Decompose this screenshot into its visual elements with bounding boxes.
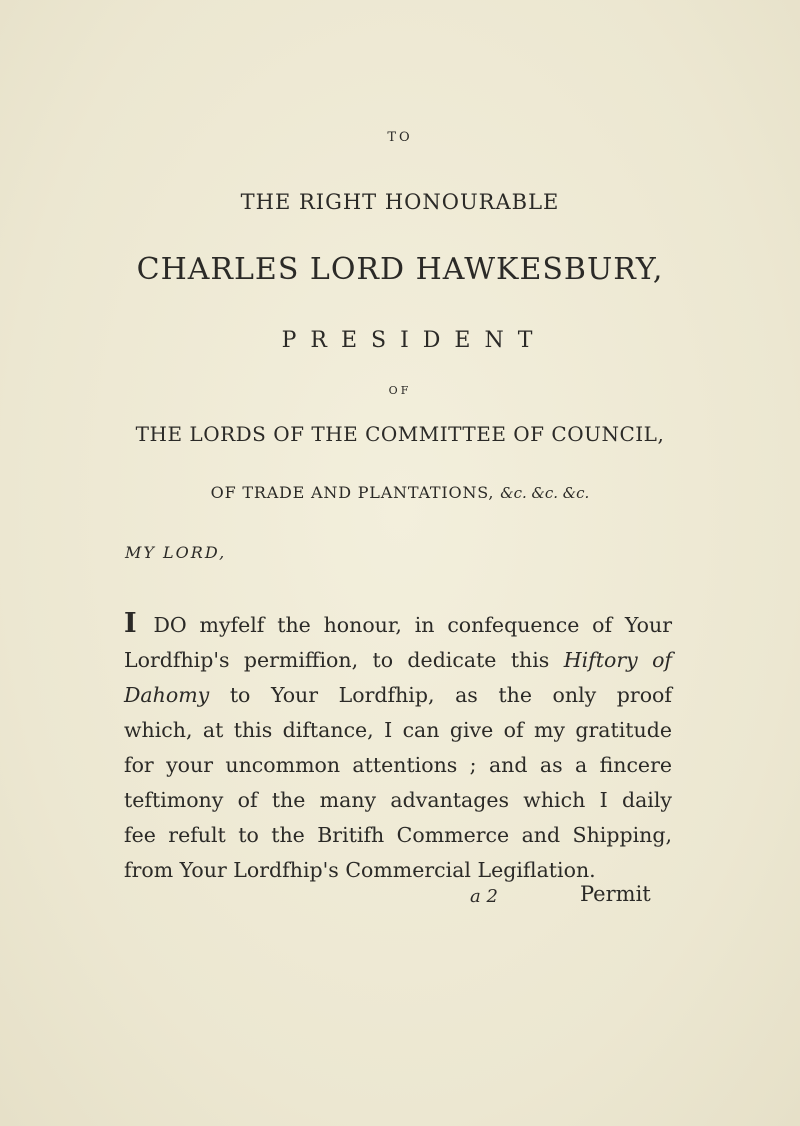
drop-cap: I — [124, 608, 137, 639]
dedicatee-name: CHARLES LORD HAWKESBURY, — [136, 252, 664, 287]
signature-mark: a 2 — [470, 886, 498, 907]
body-line-1-text: DO myfelf the honour, in confequence of Your — [140, 613, 672, 637]
book-title-part1: Hiftory of — [563, 648, 673, 672]
to-heading: TO — [387, 130, 413, 145]
body-line-3 — [124, 678, 672, 713]
trade-plantations-text: OF TRADE AND PLANTATIONS, — [210, 483, 495, 502]
of-heading: OF — [388, 384, 412, 397]
body-line-1 — [124, 606, 672, 643]
body-line-8: from Your Lordfhip's Commercial Legiflation. — [124, 858, 596, 882]
body-line-2 — [124, 643, 672, 678]
body-line-2-text: Lordfhip's permiffion, to dedicate this — [124, 648, 564, 672]
body-line-3-text: to Your Lordfhip, as the only proof — [229, 683, 672, 707]
trade-plantations-line — [0, 483, 800, 502]
book-title-part2: Dahomy — [124, 683, 210, 707]
salutation: MY LORD, — [125, 543, 227, 562]
right-honourable-heading: THE RIGHT HONOURABLE — [240, 190, 560, 214]
catchword: Permit — [580, 882, 651, 906]
dedication-body — [124, 606, 672, 888]
body-line-6: teftimony of the many advantages which I daily — [124, 788, 672, 812]
etc-text: &c. &c. &c. — [500, 484, 590, 502]
body-line-5: for your uncommon attentions ; and as a fincere — [124, 753, 672, 777]
body-line-4: which, at this diftance, I can give of my gratitude — [124, 718, 672, 742]
president-title: PRESIDENT — [281, 328, 547, 353]
lords-committee-line: THE LORDS OF THE COMMITTEE OF COUNCIL, — [135, 422, 665, 446]
body-line-7: fee refult to the Britifh Commerce and Shipping, — [124, 823, 672, 847]
